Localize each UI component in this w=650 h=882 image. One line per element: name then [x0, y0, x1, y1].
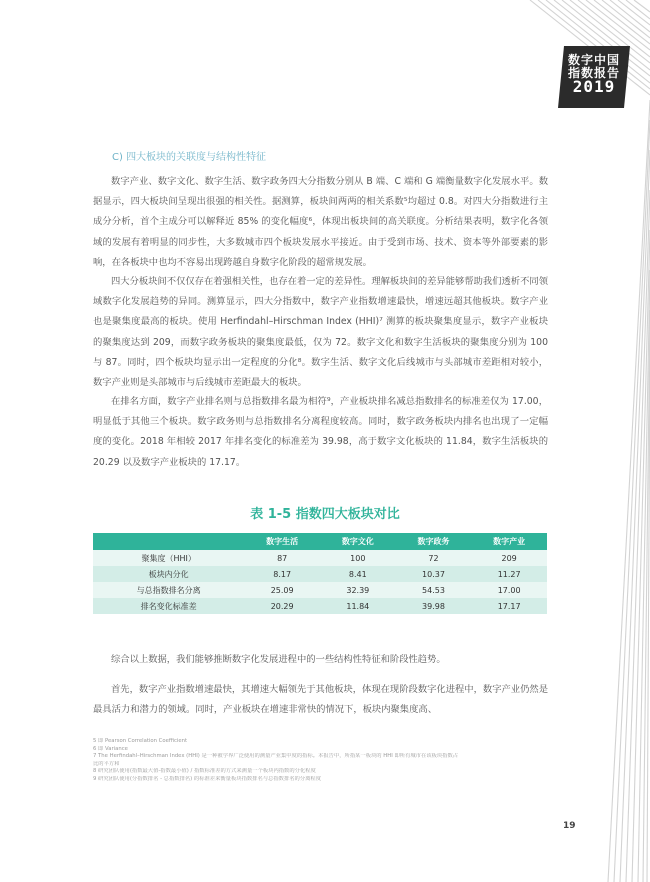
body-paragraph: 在排名方面，数字产业排名则与总指数排名最为相符⁹，产业板块排名减总指数排名的标准差仅为 17.00，明显低于其他三个板块。数字政务则与总指数排名分离程度较高。同时，数字政务板块内排名也出现了一定幅度的变化。2018 年相较 2017 年排名变化的标准差为 39.98，高于数字文化板块的 11.84，数字生活板块的 20.29 以及数字产业板块的 17.17。	[93, 396, 548, 468]
table-row	[93, 566, 547, 582]
footnote: 8 研究团队使用(指数最大值-指数最小值) / 指数标准差的方式来测量一个板块内指数的分化程度	[93, 768, 316, 775]
table-cell: 11.84	[320, 598, 396, 614]
footnote: 7 The Herfindahl–Hirschman Index (HHI) 是一种被学界广泛使用的测量产业集中度的指标。本报告中，所指某一板块的 HHI 即所有城市在该板块指数占	[93, 753, 459, 760]
table-cell: 54.53	[396, 582, 472, 598]
table-title: 表 1-5 指数四大板块对比	[250, 507, 400, 522]
footnote: 9 研究团队使用(分指数排名 - 总指数排名) 的标准差来衡量板块指数排名与总指数排名的分离程度	[93, 775, 322, 782]
table-header-cell: 数字政务	[396, 533, 472, 550]
table-cell: 17.17	[471, 598, 547, 614]
table-cell: 209	[471, 550, 547, 566]
page-number: 19	[563, 821, 576, 831]
row-label: 与总指数排名分离	[93, 582, 244, 598]
table-header-cell	[93, 533, 244, 550]
report-badge	[558, 46, 630, 108]
table-header-cell: 数字产业	[471, 533, 547, 550]
badge-year: 2019	[572, 77, 616, 97]
table-cell: 39.98	[396, 598, 472, 614]
footnotes	[93, 738, 533, 784]
footnote: 5 即 Pearson Correlation Coefficient	[93, 738, 188, 744]
table-cell: 32.39	[320, 582, 396, 598]
badge-title-line1: 数字中国	[567, 53, 620, 67]
comparison-table	[93, 533, 547, 614]
body-paragraph: 首先，数字产业指数增速最快，其增速大幅领先于其他板块，体现在现阶段数字化进程中，数字产业仍然是最具活力和潜力的领域。同时，产业板块在增速非常快的情况下，板块内聚集度高、	[93, 684, 548, 716]
body-paragraph: 数字产业、数字文化、数字生活、数字政务四大分指数分别从 B 端、C 端和 G 端衡量数字化发展水平。数据显示，四大板块间呈现出很强的相关性。据测算，板块间两两的相关系数⁵均超过 0.8。对四大分指数进行主成分分析，首个主成分可以解释近 85% 的变化幅度⁶，体现出板块间的高关联度。分析结果表明，数字化各领域的发展有着明显的同步性，大多数城市四个板块发展水平接近。由于受到市场、技术、资本等外部要素的影响，在各板块中也均不容易出现跨越自身数字化阶段的超常规发展。	[93, 176, 548, 268]
row-label: 板块内分化	[93, 566, 244, 582]
table-cell: 100	[320, 550, 396, 566]
table-cell: 87	[244, 550, 320, 566]
section-title: C) 四大板块的关联度与结构性特征	[112, 152, 267, 163]
table-row	[93, 550, 547, 566]
badge-title-line2: 指数报告	[567, 65, 620, 80]
table-cell: 11.27	[471, 566, 547, 582]
table-cell: 8.17	[244, 566, 320, 582]
table-cell: 25.09	[244, 582, 320, 598]
table-header-row	[93, 533, 547, 550]
body-paragraph: 综合以上数据，我们能够推断数字化发展进程中的一些结构性特征和阶段性趋势。	[111, 654, 446, 665]
table-cell: 20.29	[244, 598, 320, 614]
row-label: 排名变化标准差	[93, 598, 244, 614]
table-header-cell: 数字生活	[244, 533, 320, 550]
table-cell: 8.41	[320, 566, 396, 582]
table-cell: 17.00	[471, 582, 547, 598]
body-paragraph: 四大分板块间不仅仅存在着强相关性，也存在着一定的差异性。理解板块间的差异能够帮助我们透析不同领域数字化发展趋势的异同。测算显示，四大分指数中，数字产业指数增速最快，增速远超其他板块。数字产业也是聚集度最高的板块。使用 Herfindahl–Hirschman Index (HHI)⁷ 测算的板块聚集度显示，数字产业板块的聚集度达到 209，而数字政务板块的聚集度最低，仅为 72。数字文化和数字生活板块的聚集度分别为 100 与 87。同时，四个板块均显示出一定程度的分化⁸。数字生活、数字文化后线城市与头部城市差距相对较小，数字产业则是头部城市与后线城市差距最大的板块。	[93, 276, 548, 389]
row-label: 聚集度（HHI）	[93, 550, 244, 566]
table-cell: 10.37	[396, 566, 472, 582]
table-header-cell: 数字文化	[320, 533, 396, 550]
table-cell: 72	[396, 550, 472, 566]
table-row	[93, 582, 547, 598]
footnote: 6 即 Variance	[93, 745, 128, 752]
footnote: 比的平方和	[93, 760, 120, 767]
table-row	[93, 598, 547, 614]
